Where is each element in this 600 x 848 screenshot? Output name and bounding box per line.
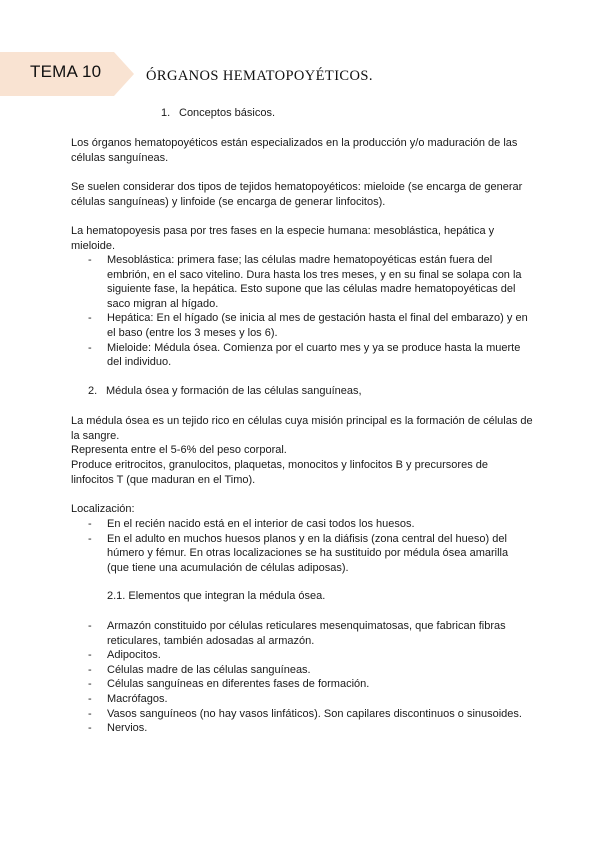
section-heading-1 — [161, 107, 275, 119]
paragraph: La hematopoyesis pasa por tres fases en la especie humana: mesoblástica, hepática y mieloide. — [71, 225, 495, 252]
list-item: - Mesoblástica: primera fase; las células madre hematopoyéticas están fuera del embrión, en el saco vitelino. Dura hasta los tres meses, y en su final se solapa con la siguiente fase, la hepática. Esto supone que las células madre hematopoyéticas del saco migran al hígado. — [88, 253, 528, 311]
list-item: - Vasos sanguíneos (no hay vasos linfáticos). Son capilares discontinuos o sinusoides. — [88, 707, 528, 722]
section-heading-2 — [88, 385, 362, 397]
list-item: - Células sanguíneas en diferentes fases de formación. — [88, 677, 528, 692]
section-number: 2. — [88, 385, 98, 397]
section-number: 1. — [161, 107, 171, 119]
list-item: - Macrófagos. — [88, 692, 528, 707]
list-item: - Armazón constituido por células reticulares mesenquimatosas, que fabrican fibras reticulares, también adosadas al armazón. — [88, 619, 528, 648]
section-title: Conceptos básicos. — [179, 107, 275, 119]
elementos-list — [88, 619, 528, 736]
paragraph: La médula ósea es un tejido rico en células cuya misión principal es la formación de células de la sangre. — [71, 415, 533, 442]
list-item: - En el adulto en muchos huesos planos y en la diáfisis (zona central del hueso) del húmero y fémur. En otras localizaciones se ha sustituido por médula ósea amarilla (que tiene una acumulación de células adiposas). — [88, 532, 528, 576]
tema-label: TEMA 10 — [30, 62, 102, 81]
paragraph: Localización: — [71, 503, 135, 515]
list-item: - Nervios. — [88, 721, 528, 736]
fases-list — [88, 253, 528, 370]
localizacion-list — [88, 517, 528, 575]
list-item: - Mieloide: Médula ósea. Comienza por el cuarto mes y ya se produce hasta la muerte del individuo. — [88, 341, 528, 370]
paragraph: Produce eritrocitos, granulocitos, plaquetas, monocitos y linfocitos B y precursores de linfocitos T (que maduran en el Timo). — [71, 459, 488, 486]
list-item: - En el recién nacido está en el interior de casi todos los huesos. — [88, 517, 528, 532]
section-title: Médula ósea y formación de las células sanguíneas, — [106, 385, 362, 397]
subsection-heading: 2.1. Elementos que integran la médula ósea. — [107, 590, 326, 602]
list-item: - Hepática: En el hígado (se inicia al mes de gestación hasta el final del embarazo) y en el baso (entre los 3 meses y los 6). — [88, 311, 528, 340]
list-item: - Células madre de las células sanguíneas. — [88, 663, 528, 678]
list-item: - Adipocitos. — [88, 648, 528, 663]
document-title: ÓRGANOS HEMATOPOYÉTICOS. — [146, 68, 373, 84]
paragraph: Los órganos hematopoyéticos están especializados en la producción y/o maduración de las células sanguíneas. — [71, 137, 518, 164]
paragraph: Se suelen considerar dos tipos de tejidos hematopoyéticos: mieloide (se encarga de generar células sanguíneas) y linfoide (se encarga de generar linfocitos). — [71, 181, 523, 208]
paragraph: Representa entre el 5-6% del peso corporal. — [71, 444, 287, 456]
